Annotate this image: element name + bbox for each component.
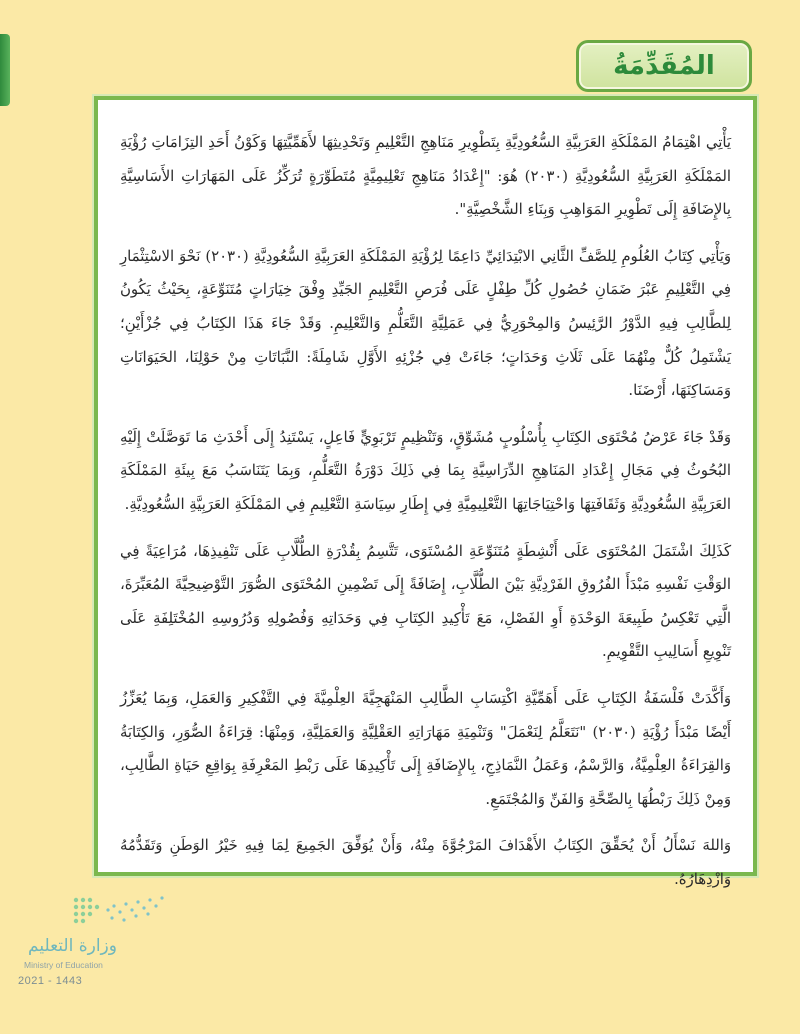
ministry-name-arabic: وزارة التعليم bbox=[28, 936, 117, 956]
edition-year: 2021 - 1443 bbox=[18, 975, 83, 987]
ministry-logo bbox=[18, 892, 148, 992]
page-edge-tab bbox=[0, 34, 10, 106]
title-badge bbox=[576, 40, 752, 92]
paragraph-2: وَيَأْتِي كِتَابُ العُلُومِ لِلصَّفِّ الثَّانِي الابْتِدَائِيِّ دَاعِمًا لِرُؤْيَةِ المَمْلَكَةِ العَرَبِيَّةِ السُّعُودِيَّةِ (٢٠٣٠) نَحْوَ الاسْتِثْمَارِ فِي التَّعْلِيمِ عَبْرَ ضَمَانِ حُصُولِ كُلِّ طِفْلٍ عَلَى فُرَصِ التَّعْلِيمِ الجَيِّدِ وِفْقَ خِيَارَاتٍ مُتَنَوِّعَةٍ، بِحَيْثُ يَكُونُ لِلطَّالِبِ فِيهِ الدَّوْرُ الرَّئِيسُ وَالمِحْوَرِيُّ فِي عَمَلِيَّةِ التَّعَلُّمِ وَالتَّعْلِيمِ. وَقَدْ جَاءَ هَذَا الكِتَابُ فِي جُزْأَيْنِ؛ يَشْتَمِلُ كُلٌّ مِنْهُمَا عَلَى ثَلَاثِ وَحَدَاتٍ؛ جَاءَتْ فِي جُزْئِهِ الأَوَّلِ شَامِلَةً: النَّبَاتَاتِ مِنْ حَوْلِنَا، الحَيَوَانَاتِ وَمَسَاكِنَهَا، أَرْضَنَا. bbox=[120, 247, 731, 400]
page-title: المُقَدِّمَةُ bbox=[613, 51, 715, 81]
paragraph-6: وَاللهَ نَسْأَلُ أَنْ يُحَقِّقَ الكِتَابُ الأَهْدَافَ المَرْجُوَّةَ مِنْهُ، وَأَنْ يُوَفِّقَ الجَمِيعَ لِمَا فِيهِ خَيْرُ الوَطَنِ وَتَقَدُّمُهُ وَازْدِهَارُهُ. bbox=[120, 837, 731, 888]
paragraph-4: كَذَلِكَ اشْتَمَلَ المُحْتَوَى عَلَى أَنْشِطَةٍ مُتَنَوِّعَةِ المُسْتَوَى، تَتَّسِمُ بِقُدْرَةِ الطُّلَّابِ عَلَى تَنْفِيذِهَا، مُرَاعِيَةً فِي الوَقْتِ نَفْسِهِ مَبْدَأَ الفُرُوقِ الفَرْدِيَّةِ بَيْنَ الطُّلَّابِ، إِضَافَةً إِلَى تَضْمِينِ المُحْتَوَى الصُّوَرَ التَّوْضِيحِيَّةَ المُعَبِّرَةَ، الَّتِي تَعْكِسُ طَبِيعَةَ الوَحْدَةِ أَوِ الفَصْلِ، مَعَ تَأْكِيدِ الكِتَابِ فِي وَحَدَاتِهِ وَفُصُولِهِ وَدُرُوسِهِ المُخْتَلِفَةِ عَلَى تَنْوِيعِ أَسَالِيبِ التَّقْوِيمِ. bbox=[120, 542, 731, 661]
paragraph-1: يَأْتِي اهْتِمَامُ المَمْلَكَةِ العَرَبِيَّةِ السُّعُودِيَّةِ بِتَطْوِيرِ مَنَاهِجِ التَّعْلِيمِ وَتَحْدِيثِهَا لأَهَمِّيَّتِهَا وَكَوْنُ أَحَدِ التِزَامَاتِ رُؤْيَةِ المَمْلَكَةِ العَرَبِيَّةِ السُّعُودِيَّةِ (٢٠٣٠) هُوَ: "إِعْدَادُ مَنَاهِجِ تَعْلِيمِيَّةٍ مُتَطَوِّرَةٍ تُرَكِّزُ عَلَى المَهَارَاتِ الأَسَاسِيَّةِ بِالإِضَافَةِ إِلَى تَطْوِيرِ المَوَاهِبِ وَبِنَاءِ الشَّخْصِيَّةِ". bbox=[120, 134, 731, 219]
logo-dots-icon bbox=[68, 892, 168, 932]
introduction-text-box bbox=[94, 96, 757, 888]
ministry-name-english: Ministry of Education bbox=[24, 960, 103, 970]
paragraph-3: وَقَدْ جَاءَ عَرْضُ مُحْتَوَى الكِتَابِ بِأُسْلُوبٍ مُشَوِّقٍ، وَتَنْظِيمٍ تَرْبَوِيٍّ فَاعِلٍ، يَسْتَنِدُ إِلَى أَحْدَثِ مَا تَوَصَّلَتْ إِلَيْهِ البُحُوثُ فِي مَجَالِ إِعْدَادِ المَنَاهِجِ الدِّرَاسِيَّةِ بِمَا فِي ذَلِكَ دَوْرَةُ التَّعَلُّمِ، وَبِمَا يَتَنَاسَبُ مَعَ بِيئَةِ المَمْلَكَةِ العَرَبِيَّةِ السُّعُودِيَّةِ وَثَقَافَتِهَا وَاحْتِيَاجَاتِهَا التَّعْلِيمِيَّةِ فِي إِطَارِ سِيَاسَةِ التَّعْلِيمِ فِي المَمْلَكَةِ العَرَبِيَّةِ السُّعُودِيَّةِ. bbox=[120, 428, 731, 513]
paragraph-5: وَأَكَّدَتْ فَلْسَفَةُ الكِتَابِ عَلَى أَهَمِّيَّةِ اكْتِسَابِ الطَّالِبِ المَنْهَجِيَّةَ العِلْمِيَّةَ فِي التَّفْكِيرِ وَالعَمَلِ، وَبِمَا يُعَزِّزُ أَيْضًا مَبْدَأَ رُؤْيَةِ (٢٠٣٠) "نَتَعَلَّمُ لِنَعْمَلَ" وَتَنْمِيَةِ مَهَارَاتِهِ العَقْلِيَّةِ وَالعَمَلِيَّةِ، وَمِنْهَا: قِرَاءَةُ الصُّوَرِ، وَالكِتَابَةُ وَالقِرَاءَةُ العِلْمِيَّةُ، وَالرَّسْمُ، وَعَمَلُ النَّمَاذِجِ، بِالإِضَافَةِ إِلَى تَأْكِيدِهَا عَلَى رَبْطِ المَعْرِفَةِ بِوَاقِعِ حَيَاةِ الطَّالِبِ، وَمِنْ ذَلِكَ رَبْطُهَا بِالصِّحَّةِ وَالفَنِّ وَالمُجْتَمَعِ. bbox=[120, 689, 731, 808]
